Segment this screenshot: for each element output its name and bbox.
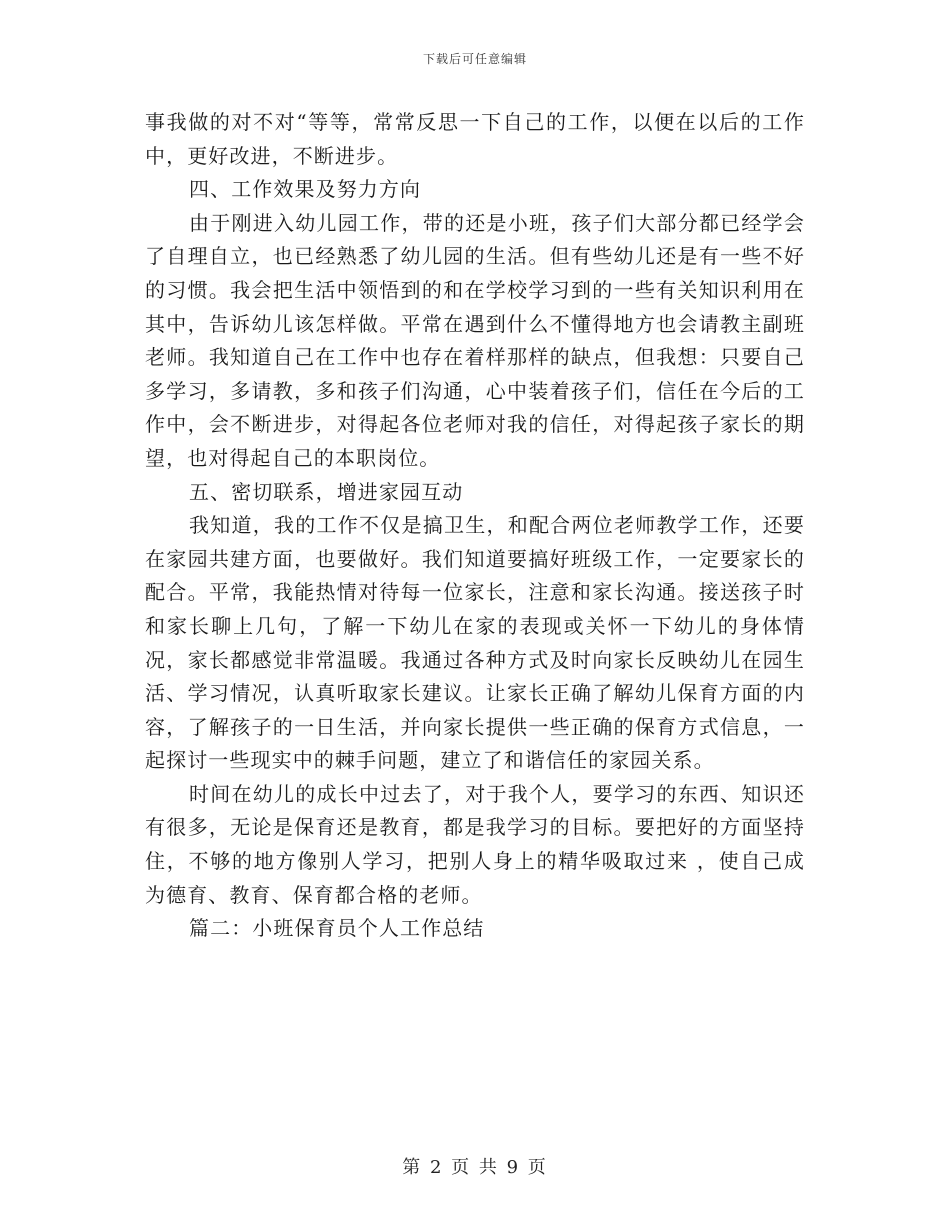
page-header: 下载后可任意编辑	[422, 52, 527, 66]
section-heading-5: 五、密切联系，增进家园互动	[189, 479, 464, 504]
paragraph-continuation: 事我做的对不对“等等，常常反思一下自己的工作，以便在以后的工作中，更好改进，不断进步。	[145, 110, 805, 168]
paragraph-home-interaction: 我知道，我的工作不仅是搞卫生，和配合两位老师教学工作，还要在家园共建方面，也要做好。我们知道要搞好班级工作，一定要家长的配合。平常，我能热情对待每一位家长，注意和家长沟通。接送孩子时和家长聊上几句，了解一下幼儿在家的表现或关怀一下幼儿的身体情况，家长都感觉非常温暖。我通过各种方式及时向家长反映幼儿在园生活、学习情况，认真听取家长建议。让家长正确了解幼儿保育方面的内容，了解孩子的一日生活，并向家长提供一些正确的保育方式信息，一起探讨一些现实中的棘手问题，建立了和谐信任的家园关系。	[145, 513, 805, 773]
paragraph-conclusion: 时间在幼儿的成长中过去了，对于我个人，要学习的东西、知识还有很多，无论是保育还是教育，都是我学习的目标。要把好的方面坚持住，不够的地方像别人学习，把别人身上的精华吸取过来 ，使自己成为德育、教育、保育都合格的老师。	[145, 781, 805, 907]
document-body	[145, 106, 805, 946]
paragraph-work-effect: 由于刚进入幼儿园工作，带的还是小班，孩子们大部分都已经学会了自理自立，也已经熟悉了幼儿园的生活。但有些幼儿还是有一些不好的习惯。我会把生活中领悟到的和在学校学习到的一些有关知识利用在其中，告诉幼儿该怎样做。平常在遇到什么不懂得地方也会请教主副班老师。我知道自己在工作中也存在着样那样的缺点，但我想：只要自己多学习，多请教，多和孩子们沟通，心中装着孩子们，信任在今后的工作中，会不断进步，对得起各位老师对我的信任，对得起孩子家长的期望，也对得起自己的本职岗位。	[145, 210, 805, 470]
page-number-footer: 第 2 页 共 9 页	[402, 1157, 548, 1178]
section-heading-part-2: 篇二：小班保育员个人工作总结	[189, 916, 485, 941]
section-heading-4: 四、工作效果及努力方向	[189, 177, 422, 202]
